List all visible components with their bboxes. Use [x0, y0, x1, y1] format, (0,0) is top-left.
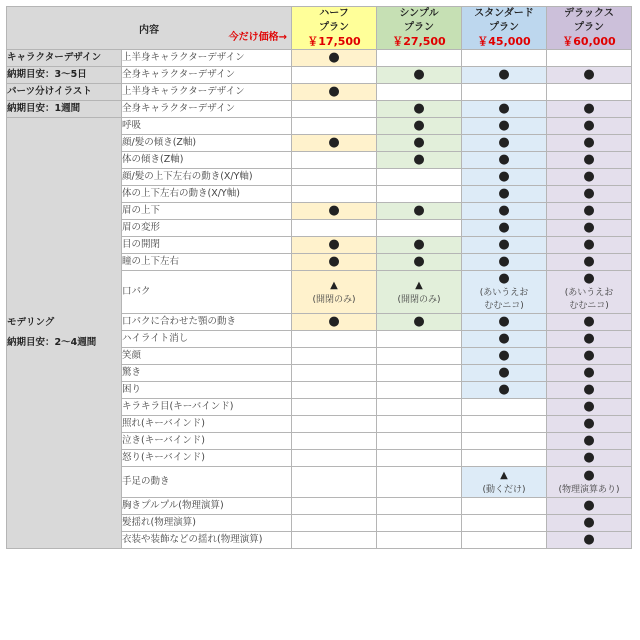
mark-cell	[462, 220, 547, 237]
mark-note: (動くだけ)	[482, 485, 526, 495]
mark-cell	[462, 50, 547, 67]
dot-mark: ●	[583, 365, 595, 380]
mark-cell	[377, 220, 462, 237]
mark-cell	[462, 314, 547, 331]
mark-cell	[292, 365, 377, 382]
mark-cell	[462, 101, 547, 118]
plan-header-half	[292, 7, 377, 50]
dot-mark: ●	[413, 152, 425, 167]
dot-mark: ●	[498, 348, 510, 363]
dot-mark: ●	[583, 135, 595, 150]
mark-cell	[292, 450, 377, 467]
mark-cell	[377, 101, 462, 118]
mark-cell	[462, 271, 547, 314]
mark-cell	[377, 271, 462, 314]
promo-label: 今だけ価格→	[228, 32, 287, 43]
triangle-mark: ▲	[415, 280, 423, 291]
mark-cell	[547, 498, 632, 515]
dot-mark: ●	[583, 314, 595, 329]
mark-cell	[547, 399, 632, 416]
row-item: 顔/髪の傾き(Z軸)	[122, 135, 292, 152]
row-item: 驚き	[122, 365, 292, 382]
plan-price: ￥45,000	[477, 35, 531, 48]
mark-cell	[547, 84, 632, 101]
mark-cell	[292, 271, 377, 314]
mark-note: むむニコ)	[484, 301, 524, 311]
dot-mark: ●	[328, 203, 340, 218]
mark-cell	[292, 118, 377, 135]
mark-cell	[547, 118, 632, 135]
section-title-character-design: キャラクターデザイン	[7, 50, 122, 67]
header-row	[7, 7, 632, 50]
row-item: 全身キャラクターデザイン	[122, 67, 292, 84]
dot-mark: ●	[583, 331, 595, 346]
mark-cell	[292, 433, 377, 450]
dot-mark: ●	[498, 314, 510, 329]
mark-cell	[292, 186, 377, 203]
plan-sub: プラン	[489, 22, 519, 33]
section-title-parts-illust: パーツ分けイラスト	[7, 84, 122, 101]
dot-mark: ●	[498, 331, 510, 346]
table-row	[7, 67, 632, 84]
mark-cell	[547, 331, 632, 348]
mark-cell	[292, 314, 377, 331]
dot-mark: ●	[413, 101, 425, 116]
row-item: 目の開閉	[122, 237, 292, 254]
section-deadline-modeling: 納期目安：2〜4週間	[7, 337, 97, 348]
plan-header-deluxe	[547, 7, 632, 50]
mark-cell	[462, 348, 547, 365]
row-item: 呼吸	[122, 118, 292, 135]
dot-mark: ●	[583, 467, 595, 483]
mark-cell	[462, 331, 547, 348]
mark-cell	[292, 399, 377, 416]
mark-cell	[377, 203, 462, 220]
mark-cell	[462, 254, 547, 271]
mark-cell	[292, 348, 377, 365]
mark-cell	[377, 84, 462, 101]
mark-cell	[462, 532, 547, 549]
mark-cell	[377, 348, 462, 365]
mark-cell	[292, 101, 377, 118]
dot-mark: ●	[583, 118, 595, 133]
table-row	[7, 50, 632, 67]
mark-note: (あいうえお	[479, 288, 529, 298]
dot-mark: ●	[498, 254, 510, 269]
mark-cell	[292, 135, 377, 152]
row-item: 胸きプルプル(物理演算)	[122, 498, 292, 515]
mark-cell	[462, 203, 547, 220]
row-item: 体の傾き(Z軸)	[122, 152, 292, 169]
dot-mark: ●	[583, 433, 595, 448]
mark-cell	[547, 220, 632, 237]
plan-sub: プラン	[574, 22, 604, 33]
mark-cell	[547, 203, 632, 220]
content-header-label: 内容	[139, 25, 159, 36]
mark-note: (物理演算あり)	[558, 484, 620, 495]
mark-cell	[377, 152, 462, 169]
mark-cell	[292, 237, 377, 254]
mark-cell	[547, 382, 632, 399]
dot-mark: ●	[583, 416, 595, 431]
dot-mark: ●	[413, 314, 425, 329]
mark-cell	[292, 498, 377, 515]
mark-cell	[547, 169, 632, 186]
dot-mark: ●	[498, 101, 510, 116]
section-title-modeling: モデリング	[7, 317, 55, 328]
mark-cell	[377, 186, 462, 203]
triangle-mark: ▲	[500, 470, 508, 481]
row-item: 照れ(キーバインド)	[122, 416, 292, 433]
row-item: 上半身キャラクターデザイン	[122, 50, 292, 67]
plan-price: ￥60,000	[562, 35, 616, 48]
plan-sub: プラン	[404, 22, 434, 33]
section-modeling	[7, 118, 122, 549]
mark-cell	[547, 450, 632, 467]
mark-cell	[547, 135, 632, 152]
mark-cell	[292, 84, 377, 101]
dot-mark: ●	[583, 101, 595, 116]
plan-comparison-table	[6, 6, 632, 549]
mark-cell	[292, 416, 377, 433]
row-item: 手足の動き	[122, 467, 292, 498]
mark-cell	[462, 152, 547, 169]
dot-mark: ●	[583, 169, 595, 184]
row-item: 怒り(キーバインド)	[122, 450, 292, 467]
mark-cell	[462, 118, 547, 135]
mark-cell	[377, 331, 462, 348]
mark-cell	[292, 515, 377, 532]
dot-mark: ●	[583, 220, 595, 235]
row-item: 髪揺れ(物理演算)	[122, 515, 292, 532]
dot-mark: ●	[498, 186, 510, 201]
row-item: 泣き(キーバインド)	[122, 433, 292, 450]
dot-mark: ●	[328, 50, 340, 65]
mark-cell	[462, 67, 547, 84]
mark-cell	[547, 467, 632, 498]
section-deadline-parts-illust: 納期目安：1週間	[7, 101, 122, 118]
mark-cell	[462, 237, 547, 254]
mark-cell	[547, 271, 632, 314]
mark-cell	[547, 50, 632, 67]
mark-cell	[547, 186, 632, 203]
mark-cell	[377, 314, 462, 331]
dot-mark: ●	[583, 271, 595, 286]
mark-cell	[377, 237, 462, 254]
mark-cell	[462, 399, 547, 416]
mark-cell	[292, 169, 377, 186]
mark-cell	[377, 67, 462, 84]
row-item: 眉の変形	[122, 220, 292, 237]
mark-cell	[292, 467, 377, 498]
mark-cell	[462, 416, 547, 433]
dot-mark: ●	[413, 135, 425, 150]
plan-name: ハーフ	[319, 8, 349, 19]
mark-cell	[462, 467, 547, 498]
mark-cell	[547, 416, 632, 433]
mark-cell	[462, 365, 547, 382]
mark-cell	[377, 118, 462, 135]
dot-mark: ●	[583, 152, 595, 167]
mark-note: むむニコ)	[569, 301, 609, 311]
plan-header-standard	[462, 7, 547, 50]
mark-cell	[377, 467, 462, 498]
mark-cell	[547, 348, 632, 365]
row-item: 瞳の上下左右	[122, 254, 292, 271]
row-item: 口パクに合わせた顎の動き	[122, 314, 292, 331]
mark-cell	[377, 433, 462, 450]
row-item: 笑顔	[122, 348, 292, 365]
plan-price: ￥17,500	[307, 35, 361, 48]
plan-price: ￥27,500	[392, 35, 446, 48]
section-deadline-character-design: 納期目安：3〜5日	[7, 67, 122, 84]
mark-cell	[292, 254, 377, 271]
mark-cell	[377, 365, 462, 382]
mark-cell	[462, 135, 547, 152]
mark-cell	[377, 416, 462, 433]
dot-mark: ●	[498, 118, 510, 133]
dot-mark: ●	[413, 118, 425, 133]
mark-cell	[292, 203, 377, 220]
row-item: 全身キャラクターデザイン	[122, 101, 292, 118]
row-item: 口パク	[122, 271, 292, 314]
mark-cell	[462, 186, 547, 203]
mark-cell	[547, 532, 632, 549]
dot-mark: ●	[498, 135, 510, 150]
dot-mark: ●	[498, 365, 510, 380]
dot-mark: ●	[583, 382, 595, 397]
mark-cell	[462, 433, 547, 450]
mark-cell	[462, 382, 547, 399]
dot-mark: ●	[498, 237, 510, 252]
content-header-cell	[7, 7, 292, 50]
mark-cell	[547, 515, 632, 532]
dot-mark: ●	[498, 220, 510, 235]
mark-cell	[377, 498, 462, 515]
triangle-mark: ▲	[330, 280, 338, 291]
table-row	[7, 84, 632, 101]
mark-cell	[462, 169, 547, 186]
row-item: 困り	[122, 382, 292, 399]
dot-mark: ●	[583, 450, 595, 465]
mark-cell	[377, 515, 462, 532]
row-item: 顔/髪の上下左右の動き(X/Y軸)	[122, 169, 292, 186]
dot-mark: ●	[413, 67, 425, 82]
plan-name: デラックス	[564, 8, 614, 19]
dot-mark: ●	[498, 382, 510, 397]
mark-cell	[377, 254, 462, 271]
dot-mark: ●	[583, 532, 595, 547]
mark-cell	[377, 532, 462, 549]
mark-cell	[292, 50, 377, 67]
mark-cell	[292, 532, 377, 549]
dot-mark: ●	[328, 135, 340, 150]
dot-mark: ●	[583, 254, 595, 269]
mark-cell	[462, 84, 547, 101]
row-item: 上半身キャラクターデザイン	[122, 84, 292, 101]
dot-mark: ●	[583, 237, 595, 252]
dot-mark: ●	[498, 152, 510, 167]
plan-name: スタンダード	[474, 8, 534, 19]
mark-note: (開閉のみ)	[312, 295, 356, 305]
dot-mark: ●	[413, 237, 425, 252]
table-row	[7, 118, 632, 135]
dot-mark: ●	[583, 399, 595, 414]
dot-mark: ●	[328, 237, 340, 252]
row-item: ハイライト消し	[122, 331, 292, 348]
row-item: 眉の上下	[122, 203, 292, 220]
mark-cell	[462, 515, 547, 532]
mark-cell	[292, 67, 377, 84]
dot-mark: ●	[583, 348, 595, 363]
dot-mark: ●	[413, 203, 425, 218]
mark-cell	[377, 50, 462, 67]
plan-name: シンプル	[399, 8, 439, 19]
dot-mark: ●	[498, 67, 510, 82]
mark-cell	[377, 135, 462, 152]
mark-cell	[377, 450, 462, 467]
mark-note: (開閉のみ)	[397, 295, 441, 305]
dot-mark: ●	[498, 203, 510, 218]
mark-note: (あいうえお	[564, 288, 614, 298]
mark-cell	[547, 254, 632, 271]
mark-cell	[462, 450, 547, 467]
plan-header-simple	[377, 7, 462, 50]
mark-cell	[377, 169, 462, 186]
mark-cell	[547, 67, 632, 84]
dot-mark: ●	[583, 186, 595, 201]
dot-mark: ●	[583, 515, 595, 530]
mark-cell	[377, 399, 462, 416]
dot-mark: ●	[328, 314, 340, 329]
mark-cell	[547, 433, 632, 450]
dot-mark: ●	[328, 254, 340, 269]
mark-cell	[292, 152, 377, 169]
mark-cell	[292, 331, 377, 348]
mark-cell	[547, 101, 632, 118]
dot-mark: ●	[583, 67, 595, 82]
mark-cell	[547, 237, 632, 254]
plan-sub: プラン	[319, 22, 349, 33]
row-item: キラキラ目(キーバインド)	[122, 399, 292, 416]
mark-cell	[377, 382, 462, 399]
dot-mark: ●	[498, 169, 510, 184]
dot-mark: ●	[413, 254, 425, 269]
mark-cell	[547, 314, 632, 331]
mark-cell	[462, 498, 547, 515]
dot-mark: ●	[583, 498, 595, 513]
mark-cell	[547, 365, 632, 382]
mark-cell	[547, 152, 632, 169]
mark-cell	[292, 382, 377, 399]
table-row	[7, 101, 632, 118]
dot-mark: ●	[498, 271, 510, 286]
row-item: 衣装や装飾などの揺れ(物理演算)	[122, 532, 292, 549]
row-item: 体の上下左右の動き(X/Y軸)	[122, 186, 292, 203]
dot-mark: ●	[583, 203, 595, 218]
mark-cell	[292, 220, 377, 237]
dot-mark: ●	[328, 84, 340, 99]
